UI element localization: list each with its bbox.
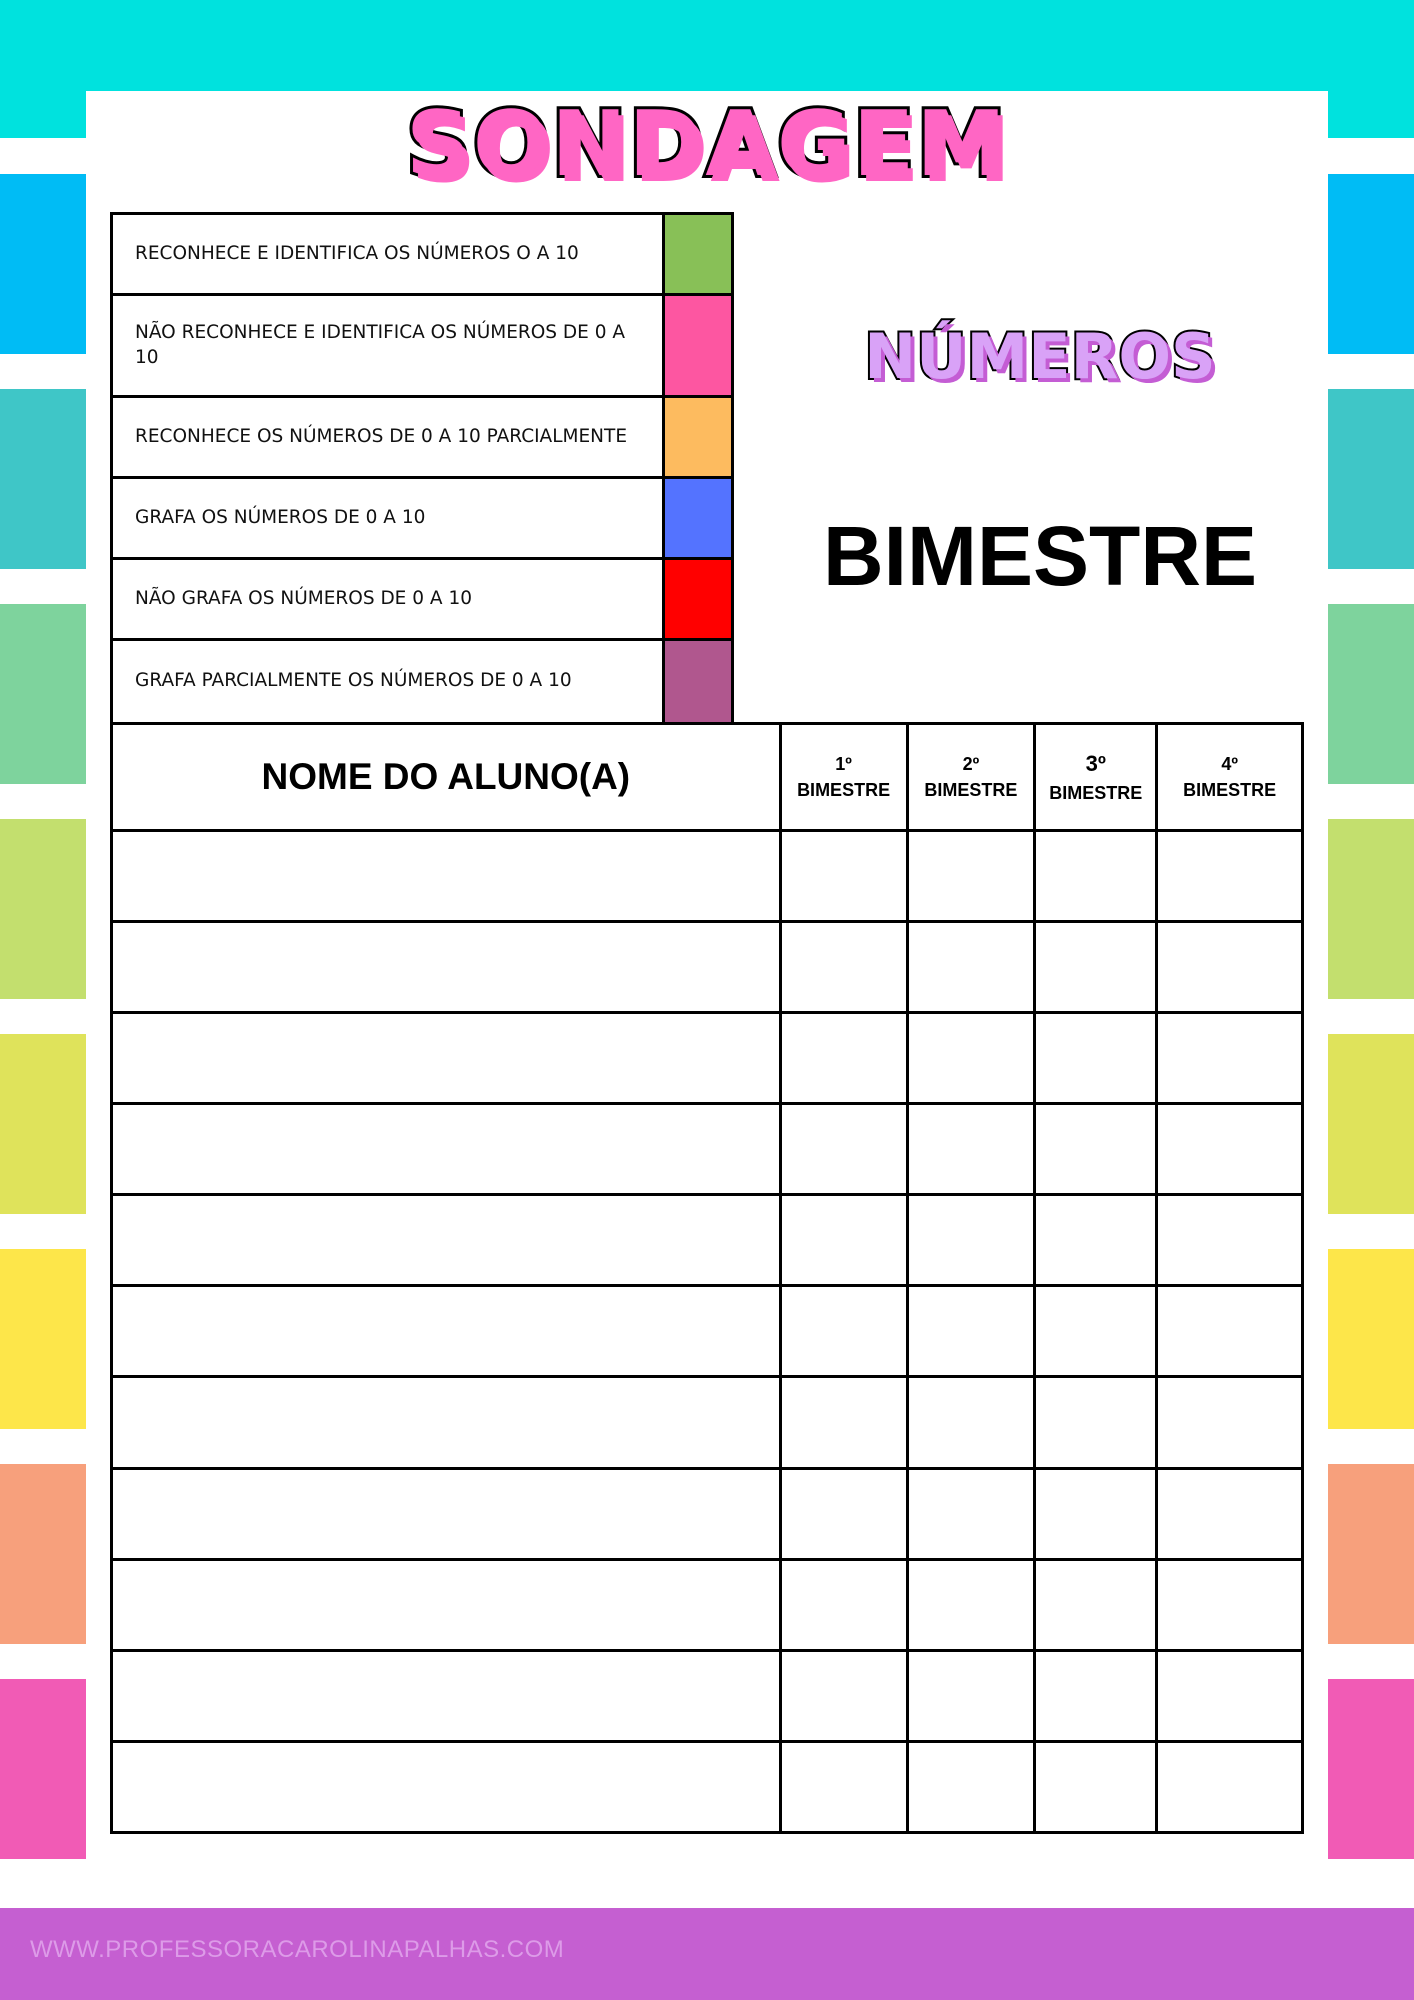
term-1-cell[interactable] [780,1650,907,1741]
term-4-cell[interactable] [1157,1559,1303,1650]
period-heading: BIMESTRE [822,509,1258,603]
legend-label: NÃO RECONHECE E IDENTIFICA OS NÚMEROS DE 0 A 10 [113,296,665,395]
legend-color-swatch [665,398,731,476]
legend-color-swatch [665,560,731,638]
term-4-cell[interactable] [1157,1650,1303,1741]
legend-row [113,479,731,560]
table-row [112,1650,1303,1741]
term-3-cell[interactable] [1035,831,1157,922]
legend-table [110,212,734,725]
term-3-cell[interactable] [1035,1377,1157,1468]
term-number: 1º [835,753,852,774]
legend-label: GRAFA OS NÚMEROS DE 0 A 10 [113,479,665,557]
right-side-stripe [1328,1464,1414,1644]
term-4-cell[interactable] [1157,1741,1303,1832]
student-assessment-table [110,722,1304,1834]
left-side-stripe [0,1034,86,1214]
term-3-cell[interactable] [1035,1468,1157,1559]
term-3-cell[interactable] [1035,1650,1157,1741]
table-row [112,1195,1303,1286]
table-row [112,831,1303,922]
term-3-header [1035,724,1157,831]
right-side-stripe [1328,389,1414,569]
term-2-header [907,724,1035,831]
left-side-stripe [0,1464,86,1644]
term-1-cell[interactable] [780,1286,907,1377]
left-side-stripe [0,174,86,354]
table-row [112,1741,1303,1832]
legend-row [113,215,731,296]
legend-color-swatch [665,296,731,395]
term-1-cell[interactable] [780,1013,907,1104]
term-1-cell[interactable] [780,1104,907,1195]
legend-color-swatch [665,215,731,293]
term-2-cell[interactable] [907,1377,1035,1468]
term-label: BIMESTRE [1049,782,1143,803]
table-row [112,1468,1303,1559]
term-1-cell[interactable] [780,1377,907,1468]
website-footer: WWW.PROFESSORACAROLINAPALHAS.COM [30,1936,565,1963]
table-row [112,1104,1303,1195]
term-4-cell[interactable] [1157,1377,1303,1468]
term-3-cell[interactable] [1035,1559,1157,1650]
legend-label: GRAFA PARCIALMENTE OS NÚMEROS DE 0 A 10 [113,641,665,722]
term-2-cell[interactable] [907,1013,1035,1104]
term-2-cell[interactable] [907,831,1035,922]
term-1-cell[interactable] [780,1741,907,1832]
term-3-cell[interactable] [1035,1741,1157,1832]
student-name-cell[interactable] [112,831,781,922]
student-name-cell[interactable] [112,1741,781,1832]
term-label: BIMESTRE [924,780,1018,800]
term-4-cell[interactable] [1157,1013,1303,1104]
term-3-cell[interactable] [1035,1013,1157,1104]
legend-row [113,296,731,398]
legend-label: NÃO GRAFA OS NÚMEROS DE 0 A 10 [113,560,665,638]
student-name-cell[interactable] [112,1104,781,1195]
left-side-stripe [0,1249,86,1429]
term-4-header [1157,724,1303,831]
student-name-cell[interactable] [112,1559,781,1650]
term-4-cell[interactable] [1157,1195,1303,1286]
term-4-cell[interactable] [1157,922,1303,1013]
term-label: BIMESTRE [1183,780,1277,800]
term-1-header [780,724,907,831]
right-side-stripe [1328,819,1414,999]
term-1-cell[interactable] [780,831,907,922]
term-2-cell[interactable] [907,1559,1035,1650]
worksheet-title: SONDAGEM [406,92,1008,197]
student-name-cell[interactable] [112,1013,781,1104]
term-1-cell[interactable] [780,1468,907,1559]
right-side-stripe [1328,1249,1414,1429]
term-2-cell[interactable] [907,1104,1035,1195]
term-2-cell[interactable] [907,1286,1035,1377]
legend-color-swatch [665,479,731,557]
student-name-cell[interactable] [112,1468,781,1559]
student-name-cell[interactable] [112,1195,781,1286]
term-number: 4º [1221,753,1238,774]
right-side-stripe [1328,174,1414,354]
table-row [112,1559,1303,1650]
term-1-cell[interactable] [780,922,907,1013]
term-number: 2º [962,753,980,774]
right-side-stripe [1328,1679,1414,1859]
term-3-cell[interactable] [1035,922,1157,1013]
term-4-cell[interactable] [1157,831,1303,922]
student-name-cell[interactable] [112,1286,781,1377]
left-side-stripe [0,389,86,569]
term-4-cell[interactable] [1157,1104,1303,1195]
legend-row [113,560,731,641]
term-3-cell[interactable] [1035,1286,1157,1377]
table-header-row [112,724,1303,831]
table-row [112,922,1303,1013]
table-row [112,1013,1303,1104]
legend-label: RECONHECE OS NÚMEROS DE 0 A 10 PARCIALMENTE [113,398,665,476]
term-label: BIMESTRE [797,780,891,800]
term-2-cell[interactable] [907,1741,1035,1832]
legend-color-swatch [665,641,731,722]
student-name-header: NOME DO ALUNO(A) [112,724,781,831]
term-4-cell[interactable] [1157,1286,1303,1377]
student-name-cell[interactable] [112,922,781,1013]
term-4-cell[interactable] [1157,1468,1303,1559]
term-2-cell[interactable] [907,922,1035,1013]
right-side-stripe [1328,604,1414,784]
term-2-cell[interactable] [907,1195,1035,1286]
term-3-cell[interactable] [1035,1195,1157,1286]
term-2-cell[interactable] [907,1468,1035,1559]
term-1-cell[interactable] [780,1559,907,1650]
term-3-cell[interactable] [1035,1104,1157,1195]
student-name-cell[interactable] [112,1650,781,1741]
term-number: 3º [1085,751,1106,776]
left-side-stripe [0,1679,86,1859]
legend-row [113,398,731,479]
worksheet-subtitle: NÚMEROS [864,320,1216,393]
term-2-cell[interactable] [907,1650,1035,1741]
term-1-cell[interactable] [780,1195,907,1286]
right-side-stripe [1328,1034,1414,1214]
legend-label: RECONHECE E IDENTIFICA OS NÚMEROS O A 10 [113,215,665,293]
left-side-stripe [0,819,86,999]
left-side-stripe [0,604,86,784]
table-row [112,1286,1303,1377]
student-name-cell[interactable] [112,1377,781,1468]
legend-row [113,641,731,722]
table-row [112,1377,1303,1468]
